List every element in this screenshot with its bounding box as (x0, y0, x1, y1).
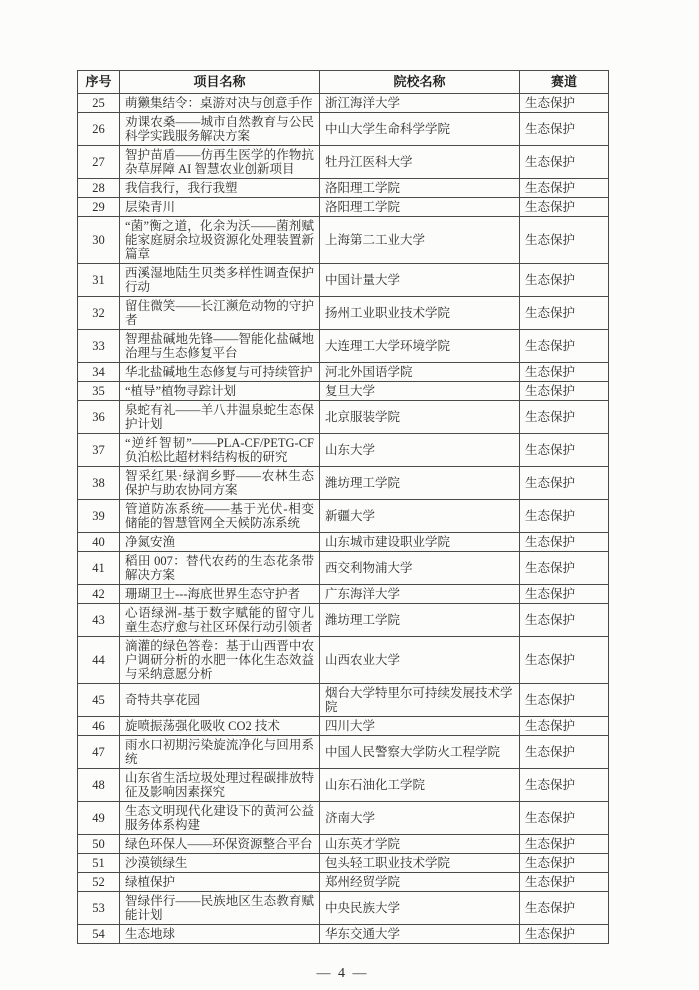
row-number-cell: 35 (78, 382, 120, 401)
school-name-cell: 牡丹江医科大学 (320, 146, 520, 179)
row-number-cell: 36 (78, 401, 120, 434)
table-row (78, 146, 609, 179)
table-body (78, 94, 609, 944)
row-number-cell: 27 (78, 146, 120, 179)
row-number-cell: 51 (78, 854, 120, 873)
project-name-cell: 管道防冻系统——基于光伏-相变储能的智慧管网全天候防冻系统 (120, 500, 320, 533)
track-cell: 生态保护 (520, 892, 609, 925)
table-row (78, 604, 609, 637)
school-name-cell: 山东英才学院 (320, 835, 520, 854)
school-name-cell: 山东石油化工学院 (320, 769, 520, 802)
project-name-cell: “逆纤智韧”——PLA-CF/PETG-CF负泊松比超材料结构板的研究 (120, 434, 320, 467)
row-number-cell: 47 (78, 736, 120, 769)
track-cell: 生态保护 (520, 330, 609, 363)
table-row (78, 736, 609, 769)
school-name-cell: 山东城市建设职业学院 (320, 533, 520, 552)
project-name-cell: 沙漠锁绿生 (120, 854, 320, 873)
project-name-cell: 智采红果·绿润乡野——农林生态保护与助农协同方案 (120, 467, 320, 500)
row-number-cell: 41 (78, 552, 120, 585)
row-number-cell: 50 (78, 835, 120, 854)
table-row (78, 552, 609, 585)
track-cell: 生态保护 (520, 552, 609, 585)
track-cell: 生态保护 (520, 736, 609, 769)
table-row (78, 217, 609, 264)
school-name-cell: 四川大学 (320, 717, 520, 736)
table-row (78, 113, 609, 146)
header-project-name: 项目名称 (120, 71, 320, 94)
row-number-cell: 44 (78, 637, 120, 684)
project-name-cell: 稻田 007：替代农药的生态花条带解决方案 (120, 552, 320, 585)
row-number-cell: 33 (78, 330, 120, 363)
row-number-cell: 31 (78, 264, 120, 297)
track-cell: 生态保护 (520, 264, 609, 297)
table-row (78, 835, 609, 854)
project-name-cell: 滴灌的绿色答卷：基于山西晋中农户调研分析的水肥一体化生态效益与采纳意愿分析 (120, 637, 320, 684)
row-number-cell: 54 (78, 925, 120, 944)
school-name-cell: 山东大学 (320, 434, 520, 467)
track-cell: 生态保护 (520, 802, 609, 835)
project-name-cell: 智理盐碱地先锋——智能化盐碱地治理与生态修复平台 (120, 330, 320, 363)
row-number-cell: 49 (78, 802, 120, 835)
row-number-cell: 30 (78, 217, 120, 264)
project-name-cell: 心语绿洲-基于数字赋能的留守儿童生态疗愈与社区环保行动引领者 (120, 604, 320, 637)
track-cell: 生态保护 (520, 217, 609, 264)
school-name-cell: 洛阳理工学院 (320, 198, 520, 217)
school-name-cell: 中央民族大学 (320, 892, 520, 925)
table-row (78, 434, 609, 467)
table-row (78, 854, 609, 873)
row-number-cell: 46 (78, 717, 120, 736)
project-name-cell: 绿色环保人——环保资源整合平台 (120, 835, 320, 854)
row-number-cell: 25 (78, 94, 120, 113)
school-name-cell: 潍坊理工学院 (320, 604, 520, 637)
project-name-cell: 珊瑚卫士---海底世界生态守护者 (120, 585, 320, 604)
row-number-cell: 40 (78, 533, 120, 552)
table-row (78, 363, 609, 382)
track-cell: 生态保护 (520, 382, 609, 401)
school-name-cell: 郑州经贸学院 (320, 873, 520, 892)
school-name-cell: 潍坊理工学院 (320, 467, 520, 500)
project-name-cell: 奇特共享花园 (120, 684, 320, 717)
school-name-cell: 山西农业大学 (320, 637, 520, 684)
school-name-cell: 扬州工业职业技术学院 (320, 297, 520, 330)
table-row (78, 717, 609, 736)
school-name-cell: 北京服装学院 (320, 401, 520, 434)
table-row (78, 892, 609, 925)
table-header-row (78, 71, 609, 94)
project-name-cell: 西溪湿地陆生贝类多样性调查保护行动 (120, 264, 320, 297)
track-cell: 生态保护 (520, 604, 609, 637)
track-cell: 生态保护 (520, 434, 609, 467)
row-number-cell: 45 (78, 684, 120, 717)
project-name-cell: “植导”植物寻踪计划 (120, 382, 320, 401)
table-row (78, 500, 609, 533)
table-row (78, 330, 609, 363)
project-name-cell: 生态地球 (120, 925, 320, 944)
project-name-cell: 我信我行，我行我塑 (120, 179, 320, 198)
row-number-cell: 37 (78, 434, 120, 467)
row-number-cell: 42 (78, 585, 120, 604)
table-row (78, 179, 609, 198)
project-name-cell: 智护苗盾——仿再生医学的作物抗杂草屏障 AI 智慧农业创新项目 (120, 146, 320, 179)
project-name-cell: “菌”衡之道，化余为沃——菌剂赋能家庭厨余垃圾资源化处理装置新篇章 (120, 217, 320, 264)
project-name-cell: 层染青川 (120, 198, 320, 217)
table-row (78, 802, 609, 835)
track-cell: 生态保护 (520, 533, 609, 552)
table-row (78, 382, 609, 401)
track-cell: 生态保护 (520, 769, 609, 802)
school-name-cell: 河北外国语学院 (320, 363, 520, 382)
project-name-cell: 智绿伴行——民族地区生态教育赋能计划 (120, 892, 320, 925)
project-name-cell: 绿植保护 (120, 873, 320, 892)
school-name-cell: 华东交通大学 (320, 925, 520, 944)
school-name-cell: 中山大学生命科学学院 (320, 113, 520, 146)
school-name-cell: 中国人民警察大学防火工程学院 (320, 736, 520, 769)
track-cell: 生态保护 (520, 500, 609, 533)
header-track: 赛道 (520, 71, 609, 94)
row-number-cell: 32 (78, 297, 120, 330)
row-number-cell: 53 (78, 892, 120, 925)
table-row (78, 94, 609, 113)
school-name-cell: 烟台大学特里尔可持续发展技术学院 (320, 684, 520, 717)
track-cell: 生态保护 (520, 925, 609, 944)
track-cell: 生态保护 (520, 297, 609, 330)
project-name-cell: 旋喷振荡强化吸收 CO2 技术 (120, 717, 320, 736)
table-row (78, 297, 609, 330)
row-number-cell: 52 (78, 873, 120, 892)
project-name-cell: 萌獭集结令：桌游对决与创意手作 (120, 94, 320, 113)
school-name-cell: 浙江海洋大学 (320, 94, 520, 113)
table-row (78, 264, 609, 297)
track-cell: 生态保护 (520, 854, 609, 873)
table-row (78, 873, 609, 892)
project-name-cell: 华北盐碱地生态修复与可持续管护 (120, 363, 320, 382)
project-name-cell: 山东省生活垃圾处理过程碳排放特征及影响因素探究 (120, 769, 320, 802)
school-name-cell: 上海第二工业大学 (320, 217, 520, 264)
track-cell: 生态保护 (520, 198, 609, 217)
project-name-cell: 生态文明现代化建设下的黄河公益服务体系构建 (120, 802, 320, 835)
page-number: — 4 — (316, 966, 369, 981)
track-cell: 生态保护 (520, 835, 609, 854)
school-name-cell: 洛阳理工学院 (320, 179, 520, 198)
header-school-name: 院校名称 (320, 71, 520, 94)
table-row (78, 401, 609, 434)
school-name-cell: 包头轻工职业技术学院 (320, 854, 520, 873)
project-name-cell: 泉蛇有礼——羊八井温泉蛇生态保护计划 (120, 401, 320, 434)
project-name-cell: 留住微笑——长江濒危动物的守护者 (120, 297, 320, 330)
track-cell: 生态保护 (520, 467, 609, 500)
track-cell: 生态保护 (520, 717, 609, 736)
project-name-cell: 净氮安渔 (120, 533, 320, 552)
table-row (78, 198, 609, 217)
school-name-cell: 新疆大学 (320, 500, 520, 533)
track-cell: 生态保护 (520, 873, 609, 892)
table-row (78, 684, 609, 717)
project-name-cell: 雨水口初期污染旋流净化与回用系统 (120, 736, 320, 769)
project-name-cell: 劝课农桑——城市自然教育与公民科学实践服务解决方案 (120, 113, 320, 146)
school-name-cell: 广东海洋大学 (320, 585, 520, 604)
school-name-cell: 济南大学 (320, 802, 520, 835)
table-row (78, 533, 609, 552)
table-row (78, 585, 609, 604)
project-roster-table (77, 70, 609, 944)
school-name-cell: 大连理工大学环境学院 (320, 330, 520, 363)
header-serial-number: 序号 (78, 71, 120, 94)
track-cell: 生态保护 (520, 401, 609, 434)
track-cell: 生态保护 (520, 146, 609, 179)
track-cell: 生态保护 (520, 113, 609, 146)
track-cell: 生态保护 (520, 684, 609, 717)
track-cell: 生态保护 (520, 637, 609, 684)
table-row (78, 925, 609, 944)
row-number-cell: 43 (78, 604, 120, 637)
table-row (78, 769, 609, 802)
row-number-cell: 28 (78, 179, 120, 198)
row-number-cell: 39 (78, 500, 120, 533)
school-name-cell: 西交利物浦大学 (320, 552, 520, 585)
row-number-cell: 38 (78, 467, 120, 500)
row-number-cell: 29 (78, 198, 120, 217)
table-row (78, 467, 609, 500)
row-number-cell: 34 (78, 363, 120, 382)
school-name-cell: 中国计量大学 (320, 264, 520, 297)
school-name-cell: 复旦大学 (320, 382, 520, 401)
track-cell: 生态保护 (520, 363, 609, 382)
track-cell: 生态保护 (520, 94, 609, 113)
table-row (78, 637, 609, 684)
row-number-cell: 48 (78, 769, 120, 802)
row-number-cell: 26 (78, 113, 120, 146)
track-cell: 生态保护 (520, 179, 609, 198)
track-cell: 生态保护 (520, 585, 609, 604)
